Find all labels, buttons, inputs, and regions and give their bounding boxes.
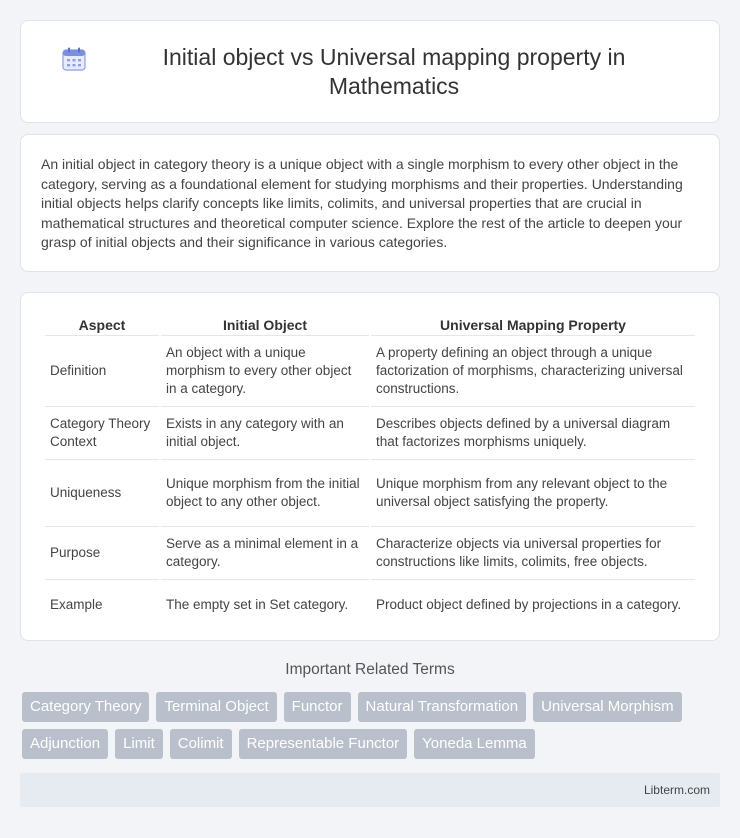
page-title: Initial object vs Universal mapping property in Mathematics (162, 43, 626, 99)
table-row (45, 336, 695, 407)
header-card (20, 20, 720, 123)
table-cell-universal-mapping-property: Describes objects defined by a universal diagram that factorizes morphisms uniquely. (371, 407, 695, 460)
table-row (45, 407, 695, 460)
table-row (45, 580, 695, 629)
table-cell-universal-mapping-property: Characterize objects via universal properties for constructions like limits, colimits, free objects. (371, 527, 695, 580)
comparison-table-card (20, 292, 720, 641)
tag-representable-functor[interactable]: Representable Functor (239, 729, 408, 759)
related-terms-tags (22, 692, 722, 759)
table-cell-universal-mapping-property: A property defining an object through a unique factorization of morphisms, characterizing universal constructions. (371, 336, 695, 407)
calendar-icon (61, 46, 87, 72)
table-row (45, 527, 695, 580)
table-cell-aspect: Uniqueness (45, 460, 159, 527)
intro-card (20, 134, 720, 272)
tag-terminal-object[interactable]: Terminal Object (156, 692, 276, 722)
tag-yoneda-lemma[interactable]: Yoneda Lemma (414, 729, 535, 759)
tag-limit[interactable]: Limit (115, 729, 163, 759)
table-cell-aspect: Example (50, 596, 103, 612)
related-terms-heading: Important Related Terms (285, 661, 455, 678)
tag-natural-transformation[interactable]: Natural Transformation (358, 692, 527, 722)
table-cell-initial-object: The empty set in Set category. (166, 596, 349, 612)
table-cell-universal-mapping-property: Unique morphism from any relevant object to the universal object satisfying the property. (371, 460, 695, 527)
tag-category-theory[interactable]: Category Theory (22, 692, 149, 722)
table-cell-universal-mapping-property: Product object defined by projections in a category. (376, 596, 682, 612)
tag-universal-morphism[interactable]: Universal Morphism (533, 692, 682, 722)
table-cell-initial-object: Unique morphism from the initial object to any other object. (161, 460, 369, 527)
table-cell-initial-object: Exists in any category with an initial object. (161, 407, 369, 460)
table-cell-aspect: Definition (45, 336, 159, 407)
table-cell-aspect: Category Theory Context (45, 407, 159, 460)
comparison-table (43, 311, 697, 629)
column-header-universal-mapping-property: Universal Mapping Property (371, 311, 695, 336)
table-cell-aspect: Purpose (45, 527, 159, 580)
tag-adjunction[interactable]: Adjunction (22, 729, 108, 759)
tag-functor[interactable]: Functor (284, 692, 351, 722)
column-header-aspect: Aspect (45, 311, 159, 336)
footer-site-link[interactable]: Libterm.com (643, 783, 710, 797)
table-header-row (45, 311, 695, 336)
table-cell-initial-object: Serve as a minimal element in a category. (161, 527, 369, 580)
intro-paragraph: An initial object in category theory is a unique object with a single morphism to every other object in the category, serving as a foundational element for studying morphisms and their properties. Understanding initial objects helps clarify concepts like limits, colimits, and universal properties that are crucial in mathematical structures and theoretical computer science. Explore the rest of the article to deepen your grasp of initial objects and their significance in various categories. (41, 156, 683, 251)
table-cell-initial-object: An object with a unique morphism to every other object in a category. (161, 336, 369, 407)
tag-colimit[interactable]: Colimit (170, 729, 232, 759)
footer (20, 773, 720, 807)
table-row (45, 460, 695, 527)
column-header-initial-object: Initial Object (161, 311, 369, 336)
